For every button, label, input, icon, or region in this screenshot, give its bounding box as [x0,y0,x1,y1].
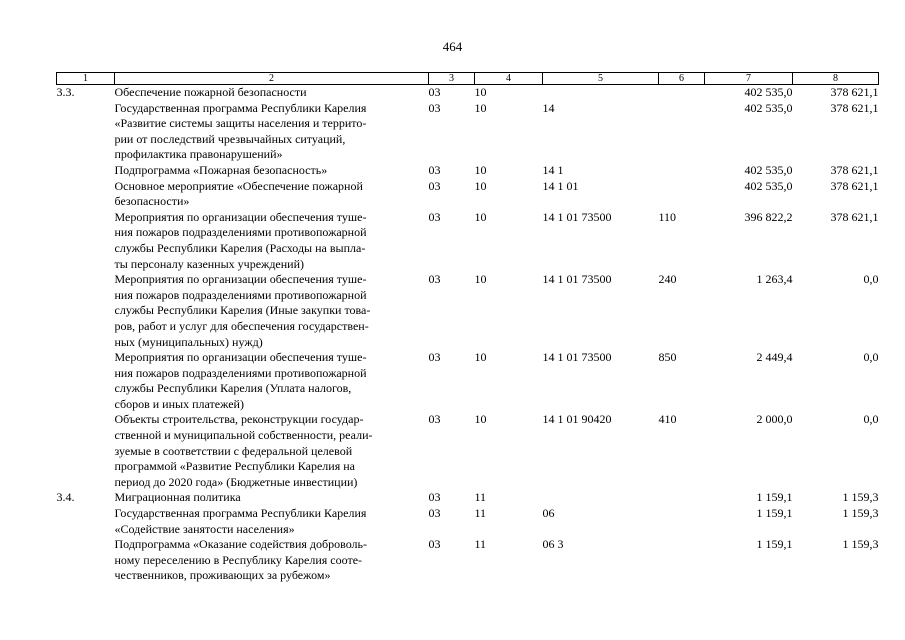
row-name: Подпрограмма «Оказание содействия доброволь- ному переселению в Республику Карелия соотe- чественников, проживающих за рубежом» [114,537,368,583]
row-amount-year-1: 1 159,1 [756,537,793,552]
table-row [57,350,879,412]
row-target-article: 14 1 [542,162,564,177]
row-name: Подпрограмма «Пожарная безопасность» [114,162,328,177]
row-amount-year-2: 378 621,1 [830,162,879,177]
row-name: Основное мероприятие «Обеспечение пожарной безопасности» [114,178,363,209]
header-col-2: 2 [115,73,429,85]
row-subsection: 10 [474,412,487,427]
row-target-article: 14 [542,100,555,115]
header-col-5: 5 [543,73,659,85]
table-body [57,85,879,585]
table-row [57,506,879,537]
row-subsection: 10 [474,162,487,177]
row-target-article [543,85,659,101]
row-amount-year-2: 1 159,3 [842,537,879,552]
row-name: Государственная программа Республики Карелия «Содействие занятости населения» [114,506,367,536]
row-expense-type [659,537,705,584]
row-name: Обеспечение пожарной безопасности [114,85,307,99]
row-subsection: 11 [474,537,487,552]
row-number [57,210,115,272]
row-amount-year-2: 378 621,1 [830,209,879,224]
row-section: 03 [428,85,441,99]
table-header [57,73,879,85]
row-expense-type [659,490,705,506]
row-amount-year-2: 378 621,1 [830,85,879,99]
row-amount-year-2: 1 159,3 [842,490,879,505]
table-row [57,537,879,584]
row-name: Государственная программа Республики Карелия «Развитие системы защиты населения и террито- рии от последствий чрезвычайных ситуаций, профилактика правонарушений» [114,100,367,162]
row-target-article: 14 1 01 [542,178,579,193]
row-target-article: 14 1 01 73500 [542,272,612,287]
header-row [57,73,879,85]
row-amount-year-2: 378 621,1 [830,178,879,193]
row-subsection: 11 [474,490,487,505]
row-amount-year-2: 1 159,3 [842,506,879,521]
row-subsection: 11 [474,506,487,521]
row-name: Мероприятия по организации обеспечения туше- ния пожаров подразделениями противопожарной службы Республики Карелия (Уплата налогов, сборов и иных платежей) [114,350,367,411]
row-target-article: 14 1 01 73500 [542,209,612,224]
row-number [57,350,115,412]
table-row [57,272,879,350]
row-number [57,163,115,179]
row-amount-year-1: 402 535,0 [744,178,793,193]
row-section: 03 [428,272,441,287]
row-subsection: 10 [474,85,487,99]
row-amount-year-1: 402 535,0 [744,162,793,177]
table-row [57,490,879,506]
row-section: 03 [428,506,441,521]
row-section: 03 [428,350,441,365]
row-amount-year-1: 2 449,4 [756,350,793,365]
row-section: 03 [428,162,441,177]
row-amount-year-1: 396 822,2 [744,209,793,224]
row-name: Объекты строительства, реконструкции государ- ственной и муниципальной собственности, реали- зуемые в соответствии с федеральной целевой программой «Развитие Республики Карелия на период до 2020 года» (Бюджетные инвестиции) [114,412,373,489]
row-expense-type [659,179,705,210]
row-section: 03 [428,100,441,115]
table-row [57,179,879,210]
row-amount-year-1: 1 263,4 [756,272,793,287]
row-amount-year-2: 378 621,1 [830,100,879,115]
header-col-8: 8 [793,73,879,85]
row-number: 3.4. [56,490,75,505]
row-subsection: 10 [474,178,487,193]
row-section: 03 [428,490,441,505]
row-target-article: 14 1 01 90420 [542,412,612,427]
row-number [57,101,115,163]
table-row [57,101,879,163]
header-col-4: 4 [475,73,543,85]
row-number [57,272,115,350]
row-number: 3.3. [56,85,75,99]
row-expense-type: 850 [658,350,677,365]
header-col-3: 3 [429,73,475,85]
row-subsection: 10 [474,100,487,115]
row-target-article: 14 1 01 73500 [542,350,612,365]
row-amount-year-1: 1 159,1 [756,490,793,505]
header-col-6: 6 [659,73,705,85]
row-section: 03 [428,412,441,427]
row-expense-type: 110 [658,209,677,224]
row-amount-year-2: 0,0 [863,272,879,287]
row-expense-type: 240 [658,272,677,287]
row-target-article: 06 [542,506,555,521]
budget-table [56,72,879,584]
row-name: Миграционная политика [114,490,241,505]
row-target-article: 06 3 [542,537,564,552]
row-amount-year-1: 2 000,0 [756,412,793,427]
row-amount-year-1: 402 535,0 [744,100,793,115]
row-expense-type [659,506,705,537]
row-name: Мероприятия по организации обеспечения туше- ния пожаров подразделениями противопожарной службы Республики Карелия (Расходы на выпла- ты персоналу казенных учреждений) [114,209,367,271]
row-number [57,412,115,490]
table-row [57,85,879,101]
row-amount-year-2: 0,0 [863,412,879,427]
table-row [57,210,879,272]
header-col-1: 1 [57,73,115,85]
table-row [57,412,879,490]
table-row [57,163,879,179]
row-amount-year-1: 1 159,1 [756,506,793,521]
row-number [57,506,115,537]
row-number [57,179,115,210]
row-section: 03 [428,178,441,193]
row-amount-year-1: 402 535,0 [744,85,793,99]
header-col-7: 7 [705,73,793,85]
row-name: Мероприятия по организации обеспечения туше- ния пожаров подразделениями противопожарной службы Республики Карелия (Иные закупки това- ров, работ и услуг для обеспечения государствен- ных (муниципальных) нужд) [114,272,371,349]
row-subsection: 10 [474,209,487,224]
row-number [57,537,115,584]
page-number: 464 [442,39,463,54]
row-section: 03 [428,537,441,552]
row-subsection: 10 [474,350,487,365]
row-subsection: 10 [474,272,487,287]
row-expense-type: 410 [658,412,677,427]
row-expense-type [659,163,705,179]
row-section: 03 [428,209,441,224]
row-expense-type [659,101,705,163]
row-expense-type [659,85,705,101]
row-target-article [543,490,659,506]
row-amount-year-2: 0,0 [863,350,879,365]
